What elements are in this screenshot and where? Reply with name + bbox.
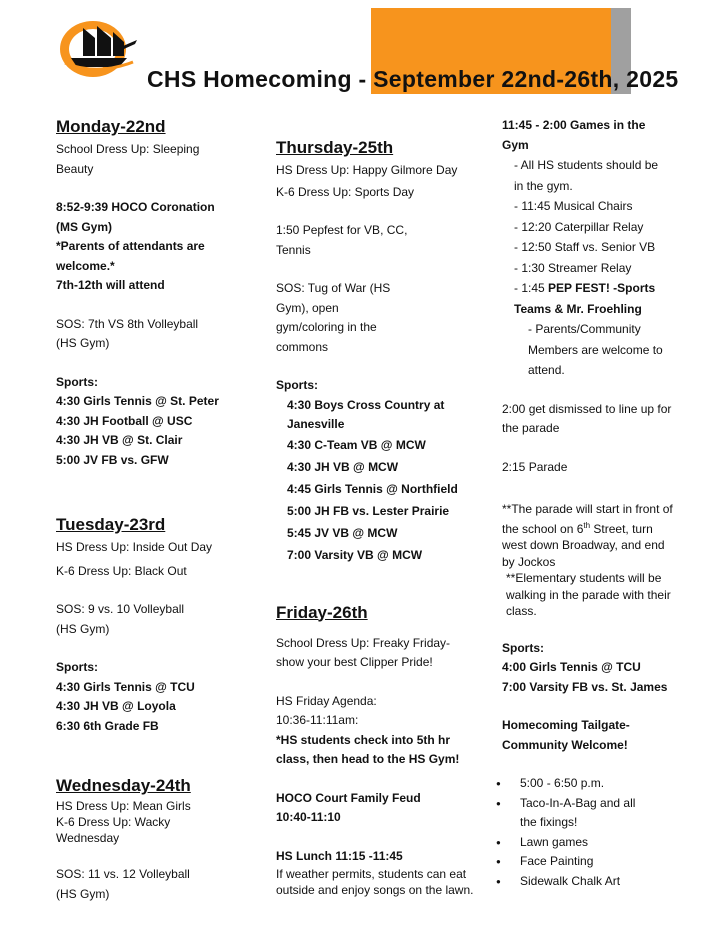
column-monday-wednesday	[56, 116, 236, 904]
thursday-k6-dress: K-6 Dress Up: Sports Day	[276, 184, 415, 199]
wednesday-k6-dress: K-6 Dress Up: Wacky Wednesday	[56, 815, 171, 845]
tailgate-heading: Homecoming Tailgate- Community Welcome!	[502, 718, 630, 752]
games-item-text: - All HS students should be in the gym.	[514, 158, 659, 193]
friday-sports-label: Sports:	[502, 640, 544, 655]
tuesday-sport: 6:30 6th Grade FB	[56, 718, 159, 733]
monday-grades: 7th-12th will attend	[56, 278, 165, 292]
friday-sport: 4:00 Girls Tennis @ TCU	[502, 660, 641, 674]
friday-agenda-note: *HS students check into 5th hr class, then head to the HS Gym!	[276, 732, 460, 766]
friday-sport: 7:00 Varsity FB vs. St. James	[502, 679, 668, 694]
thursday-sport: 5:45 JV VB @ MCW	[287, 525, 398, 540]
games-pepfest-time: - 1:45	[514, 281, 549, 295]
thursday-heading: Thursday-25th	[276, 138, 394, 157]
thursday-pepfest: 1:50 Pepfest for VB, CC, Tennis	[276, 223, 408, 257]
monday-parents-note: *Parents of attendants are welcome.*	[56, 239, 205, 273]
tailgate-item: ● Taco-In-A-Bag and all the fixings!	[496, 794, 645, 833]
thursday-sport: 5:00 JH FB vs. Lester Prairie	[287, 503, 450, 518]
friday-lunch: HS Lunch 11:15 -11:45	[276, 848, 403, 863]
friday-feud-label: HOCO Court Family Feud	[276, 790, 421, 805]
friday-dress: School Dress Up: Freaky Friday- show your best Clipper Pride!	[276, 635, 451, 669]
games-item: - 11:45 Musical Chairs	[514, 199, 633, 213]
parade-time: 2:15 Parade	[502, 459, 568, 474]
tuesday-sports-label: Sports:	[56, 660, 98, 674]
thursday-sport: 4:45 Girls Tennis @ Northfield	[287, 481, 458, 496]
friday-agenda-label: HS Friday Agenda:	[276, 693, 377, 708]
thursday-sport: 4:30 C-Team VB @ MCW	[287, 437, 426, 452]
tuesday-k6-dress: K-6 Dress Up: Black Out	[56, 563, 187, 578]
monday-sos: SOS: 7th VS 8th Volleyball (HS Gym)	[56, 316, 199, 350]
tailgate-item: ● Face Painting	[496, 852, 692, 872]
games-parents: - Parents/Community Members are welcome to attend.	[528, 322, 663, 377]
monday-sport: 5:00 JV FB vs. GFW	[56, 452, 169, 467]
tuesday-sos: SOS: 9 vs. 10 Volleyball (HS Gym)	[56, 602, 185, 636]
parade-note-superscript: th	[583, 520, 591, 530]
parade-note-elementary: **Elementary students will be walking in the parade with their class.	[506, 571, 671, 618]
page-title: CHS Homecoming - September 22nd-26th, 2025	[147, 66, 679, 92]
monday-heading: Monday-22nd	[56, 117, 166, 136]
tuesday-heading: Tuesday-23rd	[56, 515, 166, 534]
games-item: - 12:50 Staff vs. Senior VB	[514, 240, 656, 254]
tuesday-hs-dress: HS Dress Up: Inside Out Day	[56, 540, 213, 554]
column-friday-afternoon	[502, 116, 692, 891]
dismissal: 2:00 get dismissed to line up for the parade	[502, 401, 672, 435]
monday-sport: 4:30 JH VB @ St. Clair	[56, 433, 183, 447]
tuesday-sport: 4:30 JH VB @ Loyola	[56, 699, 176, 713]
games-heading: 11:45 - 2:00 Games in the Gym	[502, 118, 646, 152]
thursday-sos: SOS: Tug of War (HS Gym), open gym/coloring in the commons	[276, 281, 391, 354]
wednesday-heading: Wednesday-24th	[56, 776, 191, 795]
wednesday-hs-dress: HS Dress Up: Mean Girls	[56, 799, 191, 813]
column-thursday-friday	[276, 137, 476, 898]
friday-weather: If weather permits, students can eat outside and enjoy songs on the lawn.	[276, 867, 474, 897]
thursday-hs-dress: HS Dress Up: Happy Gilmore Day	[276, 163, 458, 177]
thursday-sport: 4:30 JH VB @ MCW	[287, 459, 399, 474]
tailgate-item: ● Sidewalk Chalk Art	[496, 872, 692, 892]
monday-sport: 4:30 JH Football @ USC	[56, 413, 193, 428]
thursday-sport: 4:30 Boys Cross Country at Janesville	[287, 397, 445, 431]
parade-note-route-text-end: Street, turn west down Broadway, and end by Jockos	[502, 521, 665, 569]
games-item: - 12:20 Caterpillar Relay	[514, 219, 644, 234]
monday-sport: 4:30 Girls Tennis @ St. Peter	[56, 394, 219, 408]
tailgate-list	[496, 774, 692, 891]
games-item	[514, 155, 664, 196]
games-pepfest	[514, 278, 664, 319]
clipper-ship-logo	[57, 18, 139, 80]
games-pepfest-text: PEP FEST! -Sports Teams & Mr. Froehling	[514, 281, 656, 316]
tuesday-sport: 4:30 Girls Tennis @ TCU	[56, 679, 195, 694]
games-item: - 1:30 Streamer Relay	[514, 260, 632, 275]
thursday-sport: 7:00 Varsity VB @ MCW	[287, 547, 423, 562]
thursday-sports-label: Sports:	[276, 378, 318, 392]
tailgate-item: ● Lawn games	[496, 833, 692, 853]
monday-sports-label: Sports:	[56, 374, 98, 389]
friday-feud-time: 10:40-11:10	[276, 810, 341, 824]
friday-heading: Friday-26th	[276, 602, 368, 622]
parade-note-route-text: **The parade will start in front of the school on 6	[502, 502, 673, 536]
parade-note-route	[502, 501, 680, 570]
monday-dress: School Dress Up: Sleeping Beauty	[56, 142, 200, 176]
wednesday-sos: SOS: 11 vs. 12 Volleyball (HS Gym)	[56, 867, 190, 901]
monday-coronation: 8:52-9:39 HOCO Coronation (MS Gym)	[56, 200, 215, 234]
tailgate-item: ● 5:00 - 6:50 p.m.	[496, 774, 692, 794]
friday-agenda-time: 10:36-11:11am:	[276, 713, 359, 727]
